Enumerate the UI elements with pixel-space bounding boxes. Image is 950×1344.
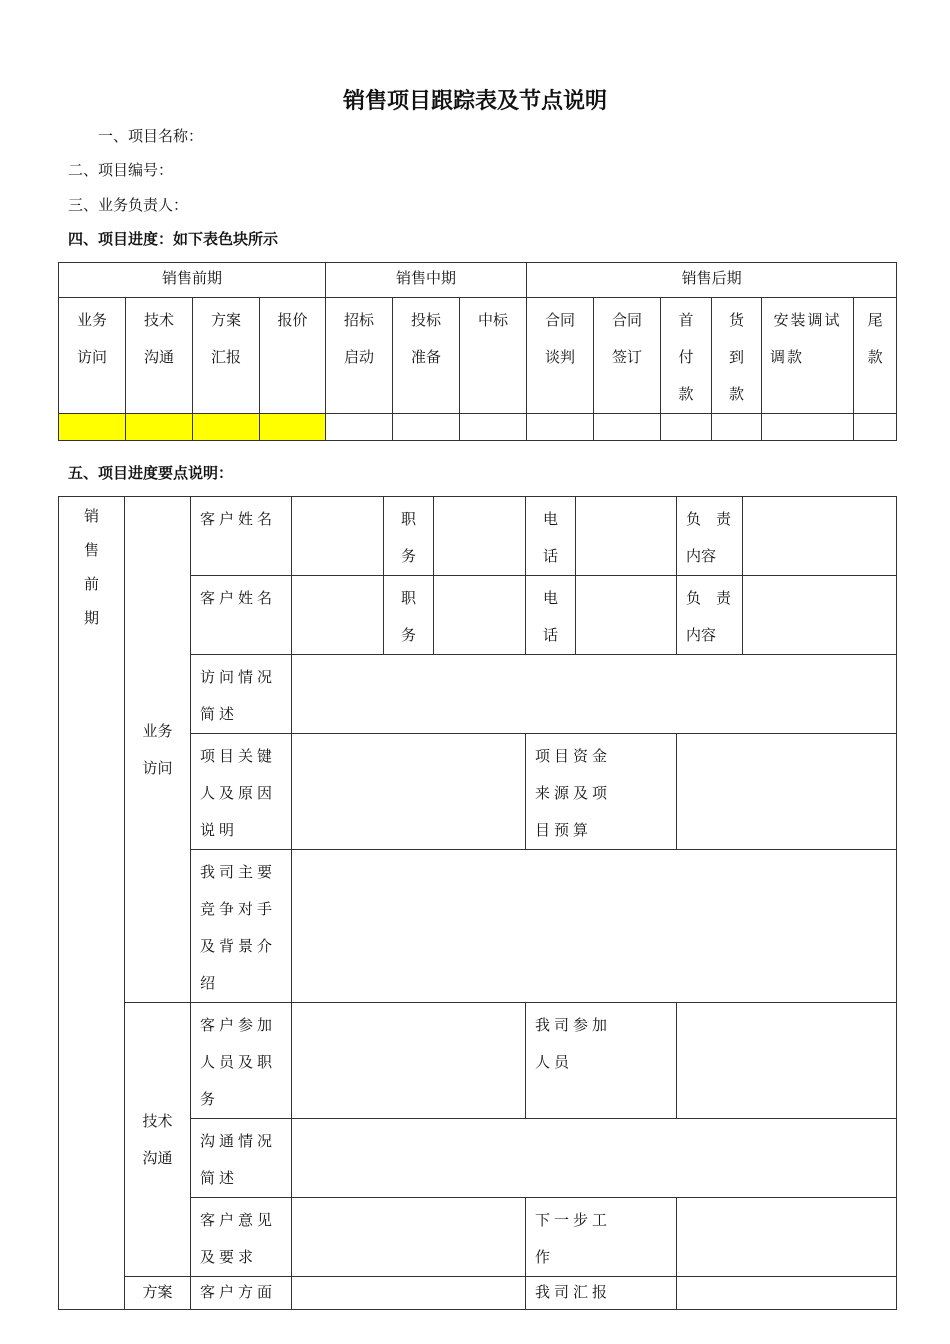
customer-name-value-2 [292, 576, 384, 655]
status-cell [854, 414, 897, 441]
our-participants-value [677, 1003, 897, 1119]
visit-label-cell: 业务 访问 [125, 497, 191, 1003]
responsibility-value-1 [743, 497, 897, 576]
phase-late: 销售后期 [527, 263, 897, 298]
client-side-value [292, 1277, 526, 1310]
customer-name-label-1: 客户姓名 [191, 497, 292, 576]
stage-contract-negotiation: 合同 谈判 [527, 298, 594, 414]
phase-label-cell [59, 497, 125, 1310]
section5-heading: 五、项目进度要点说明： [68, 464, 234, 482]
phone-value-1 [576, 497, 677, 576]
stage-business-visit: 业务 访问 [59, 298, 126, 414]
our-participants-label: 我司参加 人员 [526, 1003, 677, 1119]
phase-early: 销售前期 [59, 263, 326, 298]
our-report-label: 我司汇报 [526, 1277, 677, 1310]
phone-value-2 [576, 576, 677, 655]
position-label-1: 职 务 [384, 497, 434, 576]
stage-plan-report: 方案 汇报 [193, 298, 260, 414]
project-number-field: 二、项目编号： [68, 161, 174, 179]
key-person-value [292, 734, 526, 850]
responsibility-label-2: 负 责 内容 [677, 576, 743, 655]
status-cell [260, 414, 326, 441]
competitors-label: 我司主要 竞争对手 及背景介 绍 [191, 850, 292, 1003]
stage-install-debug: 安装调试 调款 [762, 298, 854, 414]
competitors-value [292, 850, 897, 1003]
project-name-field: 一、项目名称： [98, 127, 204, 145]
status-cell [326, 414, 393, 441]
comm-summary-value [292, 1119, 897, 1198]
client-participants-label: 客户参加 人员及职 务 [191, 1003, 292, 1119]
stage-delivery-payment: 货 到 款 [712, 298, 762, 414]
stage-quotation: 报价 [260, 298, 326, 414]
stage-down-payment: 首 付 款 [661, 298, 712, 414]
business-owner-field: 三、业务负责人： [68, 196, 189, 214]
section4-heading: 四、项目进度：如下表色块所示 [68, 230, 279, 248]
tech-label-cell: 技术 沟通 [125, 1003, 191, 1277]
stage-tech-communication: 技术 沟通 [126, 298, 193, 414]
status-cell [59, 414, 126, 441]
plan-label: 方案 [125, 1277, 191, 1310]
page-title: 销售项目跟踪表及节点说明 [342, 89, 607, 114]
position-value-1 [434, 497, 526, 576]
phase-label: 销售前期 [83, 507, 99, 627]
stage-contract-signing: 合同 签订 [594, 298, 661, 414]
visit-summary-value [292, 655, 897, 734]
status-cell [712, 414, 762, 441]
stage-bid-won: 中标 [460, 298, 527, 414]
client-side-label: 客户方面 [191, 1277, 292, 1310]
our-report-value [677, 1277, 897, 1310]
position-label-2: 职 务 [384, 576, 434, 655]
stage-bid-prep: 投标 准备 [393, 298, 460, 414]
customer-name-label-2: 客户姓名 [191, 576, 292, 655]
status-cell [393, 414, 460, 441]
phone-label-1: 电 话 [526, 497, 576, 576]
progress-table [58, 262, 897, 441]
client-opinion-value [292, 1198, 526, 1277]
client-participants-value [292, 1003, 526, 1119]
phase-middle: 销售中期 [326, 263, 527, 298]
phone-label-2: 电 话 [526, 576, 576, 655]
responsibility-value-2 [743, 576, 897, 655]
fund-source-label: 项目资金 来源及项 目预算 [526, 734, 677, 850]
status-cell [594, 414, 661, 441]
next-step-label: 下一步工 作 [526, 1198, 677, 1277]
status-cell [661, 414, 712, 441]
status-cell [126, 414, 193, 441]
comm-summary-label: 沟通情况 简述 [191, 1119, 292, 1198]
stage-tender-start: 招标 启动 [326, 298, 393, 414]
responsibility-label-1: 负 责 内容 [677, 497, 743, 576]
status-cell [762, 414, 854, 441]
position-value-2 [434, 576, 526, 655]
customer-name-value-1 [292, 497, 384, 576]
key-person-label: 项目关键 人及原因 说明 [191, 734, 292, 850]
status-cell [460, 414, 527, 441]
client-opinion-label: 客户意见 及要求 [191, 1198, 292, 1277]
next-step-value [677, 1198, 897, 1277]
visit-summary-label: 访问情况 简述 [191, 655, 292, 734]
details-table [58, 496, 897, 1310]
status-cell [193, 414, 260, 441]
fund-source-value [677, 734, 897, 850]
stage-final-payment: 尾 款 [854, 298, 897, 414]
status-cell [527, 414, 594, 441]
